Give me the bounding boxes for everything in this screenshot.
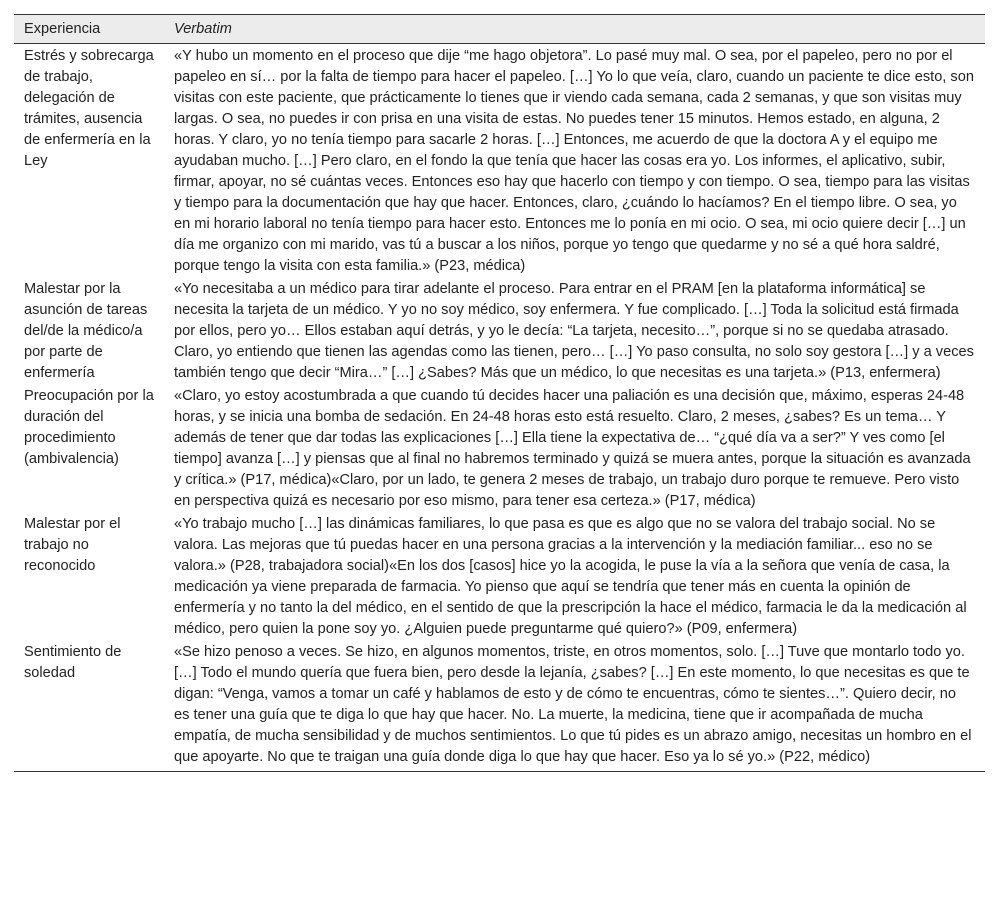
experience-cell: Sentimiento de soledad [14,640,164,772]
verbatim-cell: «Yo necesitaba a un médico para tirar adelante el proceso. Para entrar en el PRAM [en la plataforma informática] se necesita la tarjeta de un médico. Y yo no soy médico, soy enfermera. Y fue complicado. […] Toda la solicitud está firmada por ellos, pero yo… Ellos estaban aquí detrás, y yo le decía: “La tarjeta, necesito…”, porque si no se quedaba atrasado. Claro, yo entiendo que tienen las agendas como las tienen, pero… […] Yo paso consulta, no solo soy gestora […] y a veces también tengo que decir “Mira…” […] ¿Sabes? Más que un médico, lo que necesitas es una tarjeta.» (P13, enfermera) [174,281,974,381]
table-row [14,44,985,278]
experience-cell: Malestar por el trabajo no reconocido [24,516,121,574]
verbatim-table [14,14,985,772]
experience-cell: Preocupación por la duración del procedimiento (ambivalencia) [24,388,154,467]
header-row [14,15,985,44]
verbatim-cell: «Y hubo un momento en el proceso que dije “me hago objetora”. Lo pasé muy mal. O sea, por el papeleo, pero no por el papeleo en sí… por la falta de tiempo para hacer el papeleo. […] Yo lo que veía, claro, cuando un paciente te dice esto, son visitas con este paciente, que prácticamente lo tienes que ir viendo cada semana, cada 2 semanas, y que son visitas muy largas. O sea, no puedes ir con prisa en una visita de estas. No puedes tener 15 minutos. Hemos estado, en alguna, 2 horas. Y claro, yo no tenía tiempo para sacarle 2 horas. […] Entonces, me acuerdo de que la doctora A y el equipo me ayudaban mucho. […] Pero claro, en el fondo la que tenía que hacer las cosas era yo. Los informes, el aplicativo, subir, firmar, apoyar, no sé cuántas veces. Entonces eso hay que hacerlo con tiempo y con tiempo. O sea, tiempo para las visitas y tiempo para la documentación que hay que hacer. Entonces, claro, ¿cuándo lo hacíamos? En el tiempo libre. O sea, yo en mi horario laboral no tenía tiempo para hacer esto. Entonces me lo ponía en mi ocio. O sea, mi ocio quiere decir […] un día me organizo con mi marido, vas tú a buscar a los niños, porque yo tengo que quedarme y no sé a qué hora saldré, porque tengo la visita con esta familia.» (P23, médica) [174,48,974,274]
table-header [14,15,985,44]
table-row [14,277,985,384]
verbatim-table-container [14,14,985,772]
header-verbatim: Verbatim [164,15,985,44]
table-row [14,384,985,512]
experience-cell: Malestar por la asunción de tareas del/de la médico/a por parte de enfermería [24,281,148,381]
table-row [14,512,985,640]
verbatim-cell: «Claro, yo estoy acostumbrada a que cuando tú decides hacer una paliación es una decisión que, máximo, esperas 24-48 horas, y se inicia una bomba de sedación. En 24-48 horas esto está resuelto. Claro, 2 meses, ¿sabes? Es un tema… Y además de tener que dar todas las explicaciones […] Ella tiene la expectativa de… “¿qué día va a ser?” Y ves como [el tiempo] avanza […] y piensas que al final no habremos terminado y quizá se muera antes, porque la situación es avanzada y crítica.» (P17, médica)«Claro, por un lado, te genera 2 meses de trabajo, un trabajo duro porque te remueve. Pero visto en perspectiva quizá es necesario por eso mismo, para tener esa certeza.» (P17, médica) [174,388,971,509]
verbatim-cell: «Yo trabajo mucho […] las dinámicas familiares, lo que pasa es que es algo que no se valora del trabajo social. No se valora. Las mejoras que tú puedas hacer en una persona gracias a la intervención y la mediación familiar... eso no se valora.» (P28, trabajadora social)«En los dos [casos] hice yo la acogida, le puse la vía a la señora que venía de casa, la medicación ya viene preparada de farmacia. Yo pienso que aquí se tendría que tener más en cuenta la opinión de enfermería y no tanto la del médico, en el sentido de que la prescripción la hace el médico, farmacia le da la medicación al médico, pero quien la pone soy yo. ¿Alguien puede preguntarme qué quiero?» (P09, enfermera) [174,516,967,637]
table-body [14,44,985,772]
table-row [14,640,985,772]
header-experiencia: Experiencia [14,15,164,44]
experience-cell: Estrés y sobrecarga de trabajo, delegación de trámites, ausencia de enfermería en la Ley [24,48,154,169]
verbatim-cell: «Se hizo penoso a veces. Se hizo, en algunos momentos, triste, en otros momentos, solo. […] Tuve que montarlo todo yo. […] Todo el mundo quería que fuera bien, pero desde la lejanía, ¿sabes? […] En este momento, lo que necesitas es que te digan: “Venga, vamos a tomar un café y hablamos de esto y de cómo te encuentras, cómo te sientes…”. Quiero decir, no es tener una guía que te diga lo que hay que hacer. No. La muerte, la medicina, tiene que ir acompañada de mucha empatía, de mucha sensibilidad y de muchos sentimientos. Lo que tú pides es un abrazo amigo, necesitas un hombro en el que apoyarte. No que te traigan una guía donde diga lo que hay que hacer. Eso ya lo sé yo.» (P22, médico) [164,640,985,772]
